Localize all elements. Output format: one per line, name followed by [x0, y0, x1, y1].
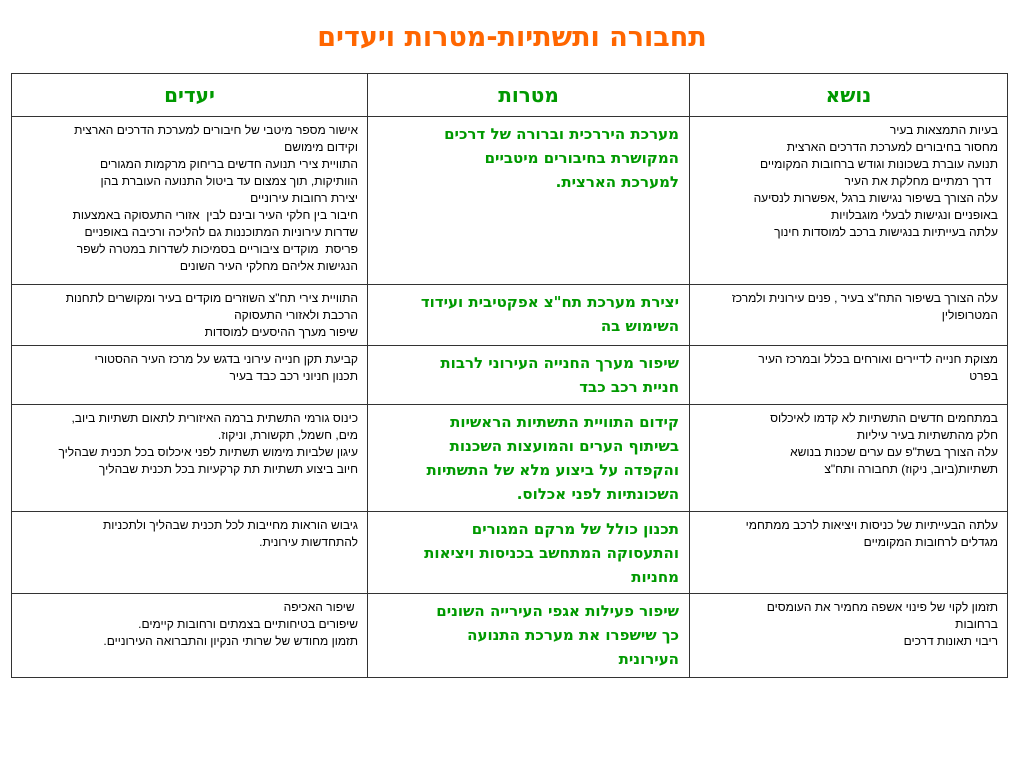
- goal-line: והתעסוקה המתחשב בכניסות ויציאות: [424, 544, 679, 562]
- outcome-line: חיוב ביצוע תשתיות תת קרקעיות בכל תכנית שבהליך: [98, 462, 358, 476]
- outcome-line: תזמון מחודש של שרותי הנקיון והתברואה העירוניים.: [103, 634, 358, 648]
- table-row: [12, 285, 1008, 346]
- table-row: [12, 405, 1008, 512]
- outcome-line: שיפור האכיפה: [283, 600, 358, 614]
- topic-line: מצוקת חנייה לדיירים ואורחים בכלל ובמרכז העיר: [758, 352, 998, 366]
- topic-line: חלק מהתשתיות בעיר עיליות: [856, 428, 998, 442]
- goal-line: השימוש בה: [600, 317, 679, 335]
- topic-cell: [690, 594, 1008, 678]
- table-row: [12, 512, 1008, 594]
- outcome-cell: [12, 512, 368, 594]
- topic-line: עלה הצורך בשיפור נגישות ברגל ,אפשרות לנסיעה: [753, 191, 998, 205]
- table-row: [12, 117, 1008, 285]
- outcome-line: הנגישות אליהם מחלקי העיר השונים: [179, 259, 358, 273]
- goal-line: המקושרת בחיבורים מיטביים: [484, 149, 679, 167]
- goal-line: מחניות: [631, 568, 679, 586]
- table-row: [12, 594, 1008, 678]
- outcome-line: עיגון שלביות מימוש תשתיות לפני איכלוס בכל תכנית שבהליך: [58, 445, 358, 459]
- header-goals: מטרות: [368, 74, 690, 117]
- topic-line: מגדלים לרחובות המקומיים: [863, 535, 998, 549]
- topic-line: בעיות התמצאות בעיר: [889, 123, 998, 137]
- goal-line: והקפדה על ביצוע מלא של התשתיות: [426, 461, 679, 479]
- slide-title: תחבורה ותשתיות-מטרות ויעדים: [317, 22, 707, 53]
- topic-line: תזמון לקוי של פינוי אשפה מחמיר את העומסים: [766, 600, 998, 614]
- outcome-line: שיפור מערך ההיסעים למוסדות: [204, 325, 358, 339]
- outcome-cell: [12, 405, 368, 512]
- topic-line: במתחמים חדשים התשתיות לא קדמו לאיכלוס: [770, 411, 998, 425]
- goal-cell: [368, 405, 690, 512]
- topic-line: ריבוי תאונות דרכים: [903, 634, 998, 648]
- outcome-line: להתחדשות עירונית.: [259, 535, 358, 549]
- outcome-line: גיבוש הוראות מחייבות לכל תכנית שבהליך ולתכניות: [103, 518, 358, 532]
- topic-line: דרך רמתיים מחלקת את העיר: [844, 174, 998, 188]
- topic-line: באופניים ונגישות לבעלי מוגבלויות: [831, 208, 998, 222]
- outcome-line: וקידום מימושם: [284, 140, 358, 154]
- goal-line: יצירת מערכת תח"צ אפקטיבית ועידוד: [420, 293, 679, 311]
- topic-cell: [690, 285, 1008, 346]
- table-header-row: [12, 74, 1008, 117]
- goal-cell: [368, 346, 690, 405]
- outcome-line: קביעת תקן חנייה עירוני בדגש על מרכז העיר ההסטורי: [94, 352, 358, 366]
- goal-line: למערכת הארצית.: [555, 173, 679, 191]
- goal-cell: [368, 285, 690, 346]
- outcome-line: שדרות עירוניות המתוכננות גם להליכה ורכיבה באופניים: [84, 225, 358, 239]
- goal-line: שיפור מערך החנייה העירוני לרבות: [440, 354, 679, 372]
- header-outcomes: יעדים: [12, 74, 368, 117]
- outcome-cell: [12, 346, 368, 405]
- header-topic: נושא: [690, 74, 1008, 117]
- goal-line: כך שישפרו את מערכת התנועה: [467, 626, 679, 644]
- topic-line: עלתה בעייתיות בנגישות ברכב למוסדות חינוך: [774, 225, 998, 239]
- topic-cell: [690, 405, 1008, 512]
- outcome-line: פריסת מוקדים ציבוריים בסמיכות לשדרות במטרה לשפר: [76, 242, 358, 256]
- topic-line: עלה הצורך בשת"פ עם ערים שכנות בנושא: [790, 445, 998, 459]
- topic-line: עלתה הבעייתיות של כניסות ויציאות לרכב ממתחמי: [745, 518, 998, 532]
- topic-line: עלה הצורך בשיפור התח"צ בעיר , פנים עירונית ולמרכז: [731, 291, 998, 305]
- goal-line: בשיתוף הערים והמועצות השכנות: [449, 437, 679, 455]
- outcome-cell: [12, 594, 368, 678]
- goal-line: העירונית: [618, 650, 679, 668]
- goal-cell: [368, 117, 690, 285]
- goals-table: [11, 73, 1008, 678]
- goal-line: השכונתיות לפני אכלוס.: [516, 485, 679, 503]
- goal-line: שיפור פעילות אגפי העירייה השונים: [436, 602, 679, 620]
- outcome-line: התוויית צירי תנועה חדשים בריחוק מרקמות המגורים: [99, 157, 358, 171]
- outcome-line: תכנון חניוני רכב כבד בעיר: [229, 369, 358, 383]
- outcome-line: הרכבת ולאזורי התעסוקה: [234, 308, 358, 322]
- outcome-line: יצירת רחובות עירוניים: [250, 191, 358, 205]
- goal-cell: [368, 594, 690, 678]
- goal-line: חניית רכב כבד: [579, 378, 679, 396]
- table-row: [12, 346, 1008, 405]
- topic-line: בפרט: [969, 369, 998, 383]
- goal-line: תכנון כולל של מרקם המגורים: [471, 520, 679, 538]
- topic-cell: [690, 117, 1008, 285]
- outcome-line: חיבור בין חלקי העיר ובינם לבין אזורי התעסוקה באמצעות: [72, 208, 358, 222]
- topic-cell: [690, 346, 1008, 405]
- topic-cell: [690, 512, 1008, 594]
- topic-line: תשתיות(ביוב, ניקוז) תחבורה ותח"צ: [824, 462, 998, 476]
- topic-line: ברחובות: [955, 617, 998, 631]
- goal-line: קידום התוויית התשתיות הראשיות: [450, 413, 679, 431]
- outcome-line: התוויית צירי תח"צ השוזרים מוקדים בעיר ומקושרים לתחנות: [65, 291, 358, 305]
- outcome-line: מים, חשמל, תקשורת, וניקוז.: [217, 428, 358, 442]
- outcome-line: אישור מספר מיטבי של חיבורים למערכת הדרכים הארצית: [74, 123, 358, 137]
- table-body: [12, 117, 1008, 678]
- topic-line: תנועה עוברת בשכונות וגודש ברחובות המקומיים: [759, 157, 998, 171]
- goal-line: מערכת היררכית וברורה של דרכים: [444, 125, 679, 143]
- outcome-line: שיפורים בטיחותיים בצמתים ורחובות קיימים.: [138, 617, 358, 631]
- outcome-cell: [12, 117, 368, 285]
- goal-cell: [368, 512, 690, 594]
- outcome-line: הוותיקות, תוך צמצום עד ביטול התנועה העוברת בהן: [100, 174, 358, 188]
- topic-line: המטרופולין: [941, 308, 998, 322]
- outcome-line: כינוס גורמי התשתית ברמה האיזורית לתאום תשתיות ביוב,: [71, 411, 358, 425]
- outcome-cell: [12, 285, 368, 346]
- topic-line: מחסור בחיבורים למערכת הדרכים הארצית: [786, 140, 998, 154]
